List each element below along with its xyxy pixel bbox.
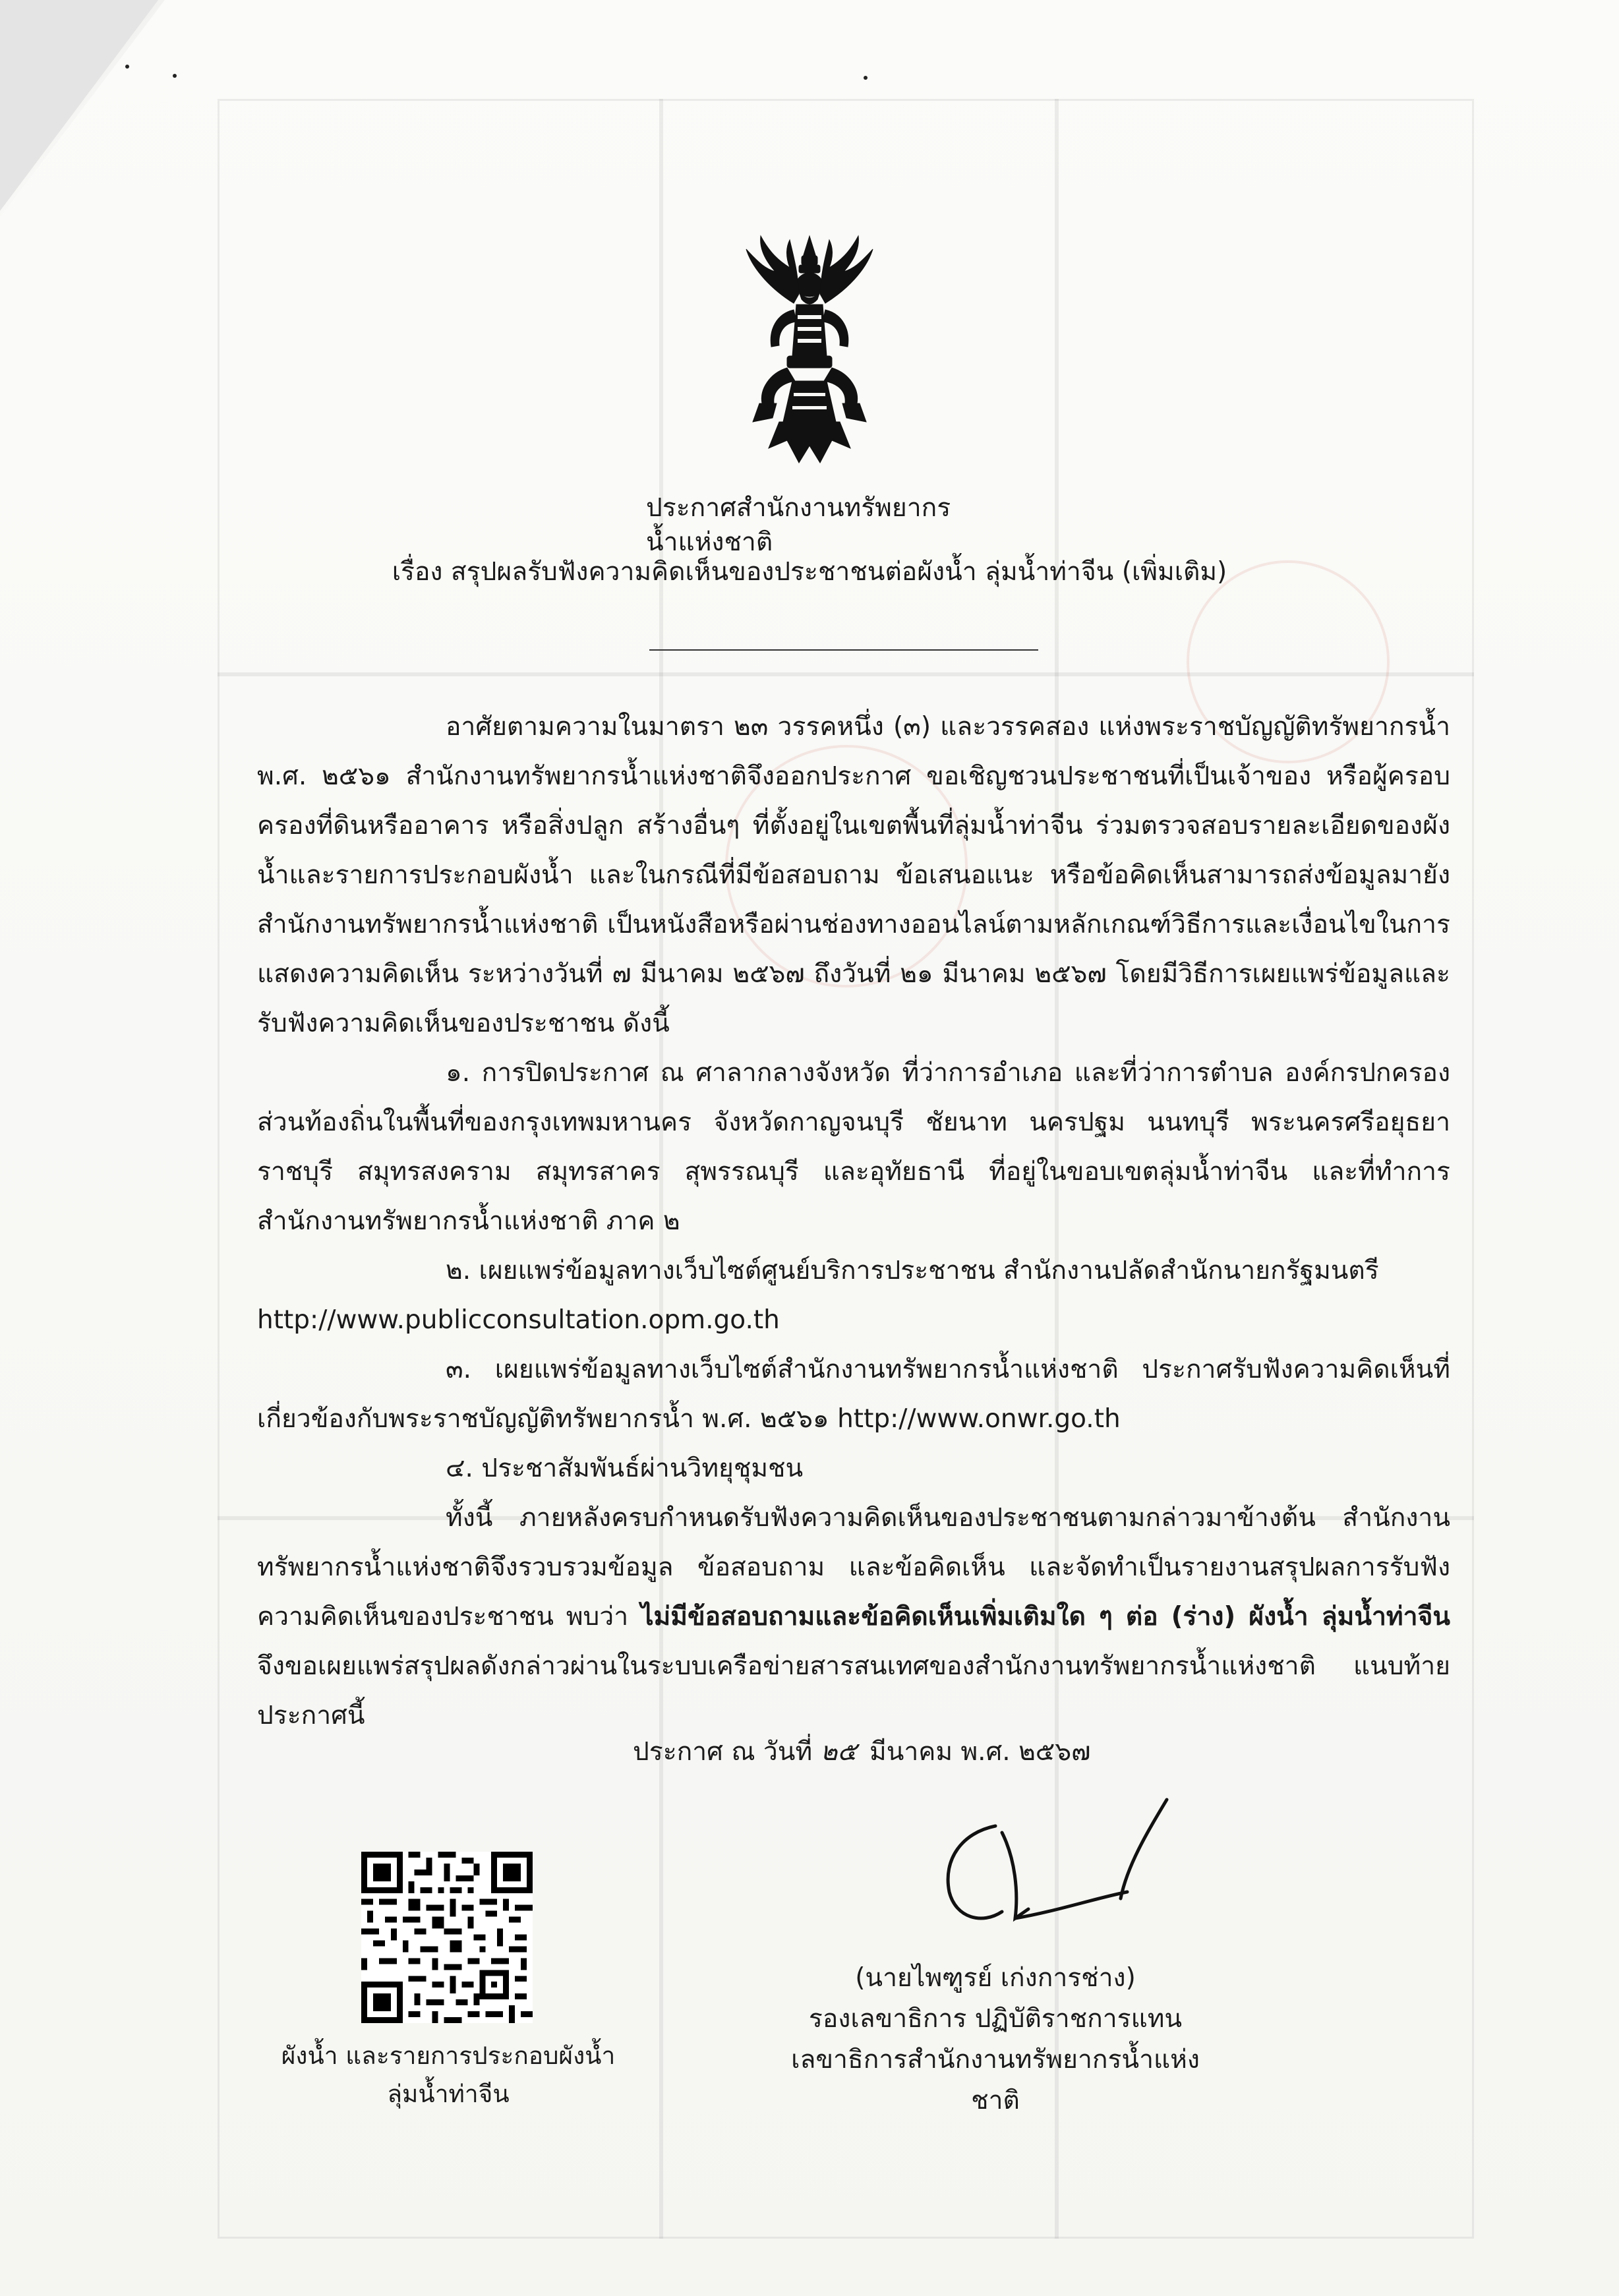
signatory-office: เลขาธิการสำนักงานทรัพยากรน้ำแห่งชาติ (791, 2045, 1200, 2115)
conclusion-text-b: จึงขอเผยแพร่สรุปผลดังกล่าวผ่านในระบบเครือข่ายสารสนเทศของสำนักงานทรัพยากรน้ำแห่งชาติ แนบท้ายประกาศนี้ (257, 1651, 1450, 1730)
conclusion-text-a: ทั้งนี้ ภายหลังครบกำหนดรับฟังความคิดเห็นของประชาชนตามกล่าวมาข้างต้น สำนักงานทรัพยากรน้ำแห่งชาติจึงรวบรวมข้อมูล ข้อสอบถาม และข้อคิดเห็น และจัดทำเป็นรายงานสรุปผลการรับฟังความคิดเห็นของประชาชน พบว่า (257, 1503, 1450, 1632)
dateline-suffix: มีนาคม พ.ศ. ๒๕๖๗ (869, 1737, 1091, 1767)
dateline-prefix: ประกาศ ณ วันที่ (633, 1737, 813, 1767)
dateline-handwritten-day: ๒๕ (820, 1737, 857, 1767)
conclusion-paragraph (257, 1493, 1450, 1740)
scan-speck (864, 76, 868, 80)
qr-caption-line-1: ผังน้ำ และรายการประกอบผังน้ำ (281, 2042, 616, 2070)
scan-speck (125, 65, 129, 69)
signatory-name: (นายไพฑูรย์ เก่งการช่าง) (855, 1963, 1136, 1993)
dateline (633, 1732, 1090, 1772)
qr-code-icon[interactable] (361, 1851, 533, 2024)
item-2-url: http://www.publicconsultation.opm.go.th (257, 1305, 780, 1335)
garuda-emblem-icon (733, 231, 886, 468)
signatory-block (771, 1958, 1220, 2121)
scan-speck (173, 74, 177, 78)
conclusion-emphasis: ไม่มีข้อสอบถามและข้อคิดเห็นเพิ่มเติมใด ๆ ต่อ (ร่าง) ผังน้ำ ลุ่มน้ำท่าจีน (640, 1602, 1450, 1632)
announcement-body (257, 702, 1450, 1740)
item-1-paragraph: ๑. การปิดประกาศ ณ ศาลากลางจังหวัด ที่ว่าการอำเภอ และที่ว่าการตำบล องค์กรปกครองส่วนท้องถิ่นในพื้นที่ของกรุงเทพมหานคร จังหวัดกาญจนบุรี ชัยนาท นครปฐม นนทบุรี พระนครศรีอยุธยา ราชบุรี สมุทรสงคราม สมุทรสาคร สุพรรณบุรี และอุทัยธานี ที่อยู่ในขอบเขตลุ่มน้ำท่าจีน และที่ทำการสำนักงานทรัพยากรน้ำแห่งชาติ ภาค ๒ (257, 1058, 1450, 1236)
announcement-subject: เรื่อง สรุปผลรับฟังความคิดเห็นของประชาชนต่อผังน้ำ ลุ่มน้ำท่าจีน (เพิ่มเติม) (392, 557, 1227, 587)
qr-caption (277, 2037, 620, 2113)
handwritten-signature (903, 1793, 1180, 1938)
intro-paragraph: อาศัยตามความในมาตรา ๒๓ วรรคหนึ่ง (๓) และวรรคสอง แห่งพระราชบัญญัติทรัพยากรน้ำ พ.ศ. ๒๕๖๑ สำนักงานทรัพยากรน้ำแห่งชาติจึงออกประกาศ ขอเชิญชวนประชาชนที่เป็นเจ้าของ หรือผู้ครอบครองที่ดินหรืออาคาร หรือสิ่งปลูก สร้างอื่นๆ ที่ตั้งอยู่ในเขตพื้นที่ลุ่มน้ำท่าจีน ร่วมตรวจสอบรายละเอียดของผังน้ำและรายการประกอบผังน้ำ และในกรณีที่มีข้อสอบถาม ข้อเสนอแนะ หรือข้อคิดเห็นสามารถส่งข้อมูลมายังสำนักงานทรัพยากรน้ำแห่งชาติ เป็นหนังสือหรือผ่านช่องทางออนไลน์ตามหลักเกณฑ์วิธีการและเงื่อนไขในการแสดงความคิดเห็น ระหว่างวันที่ ๗ มีนาคม ๒๕๖๗ ถึงวันที่ ๒๑ มีนาคม ๒๕๖๗ โดยมีวิธีการเผยแพร่ข้อมูลและรับฟังความคิดเห็นของประชาชน ดังนี้ (257, 712, 1450, 1038)
item-3-paragraph: ๓. เผยแพร่ข้อมูลทางเว็บไซต์สำนักงานทรัพยากรน้ำแห่งชาติ ประกาศรับฟังความคิดเห็นที่เกี่ยวข้องกับพระราชบัญญัติทรัพยากรน้ำ พ.ศ. ๒๕๖๑ http://www.onwr.go.th (257, 1355, 1450, 1434)
announcement-title: ประกาศสำนักงานทรัพยากรน้ำแห่งชาติ (646, 493, 951, 557)
signatory-position: รองเลขาธิการ ปฏิบัติราชการแทน (808, 2004, 1183, 2034)
title-divider (649, 649, 1038, 651)
folded-page-corner (0, 0, 158, 211)
item-2-paragraph: ๒. เผยแพร่ข้อมูลทางเว็บไซต์ศูนย์บริการประชาชน สำนักงานปลัดสำนักนายกรัฐมนตรี (446, 1256, 1379, 1285)
item-4-paragraph: ๔. ประชาสัมพันธ์ผ่านวิทยุชุมชน (446, 1454, 804, 1483)
qr-caption-line-2: ลุ่มน้ำท่าจีน (387, 2080, 510, 2108)
